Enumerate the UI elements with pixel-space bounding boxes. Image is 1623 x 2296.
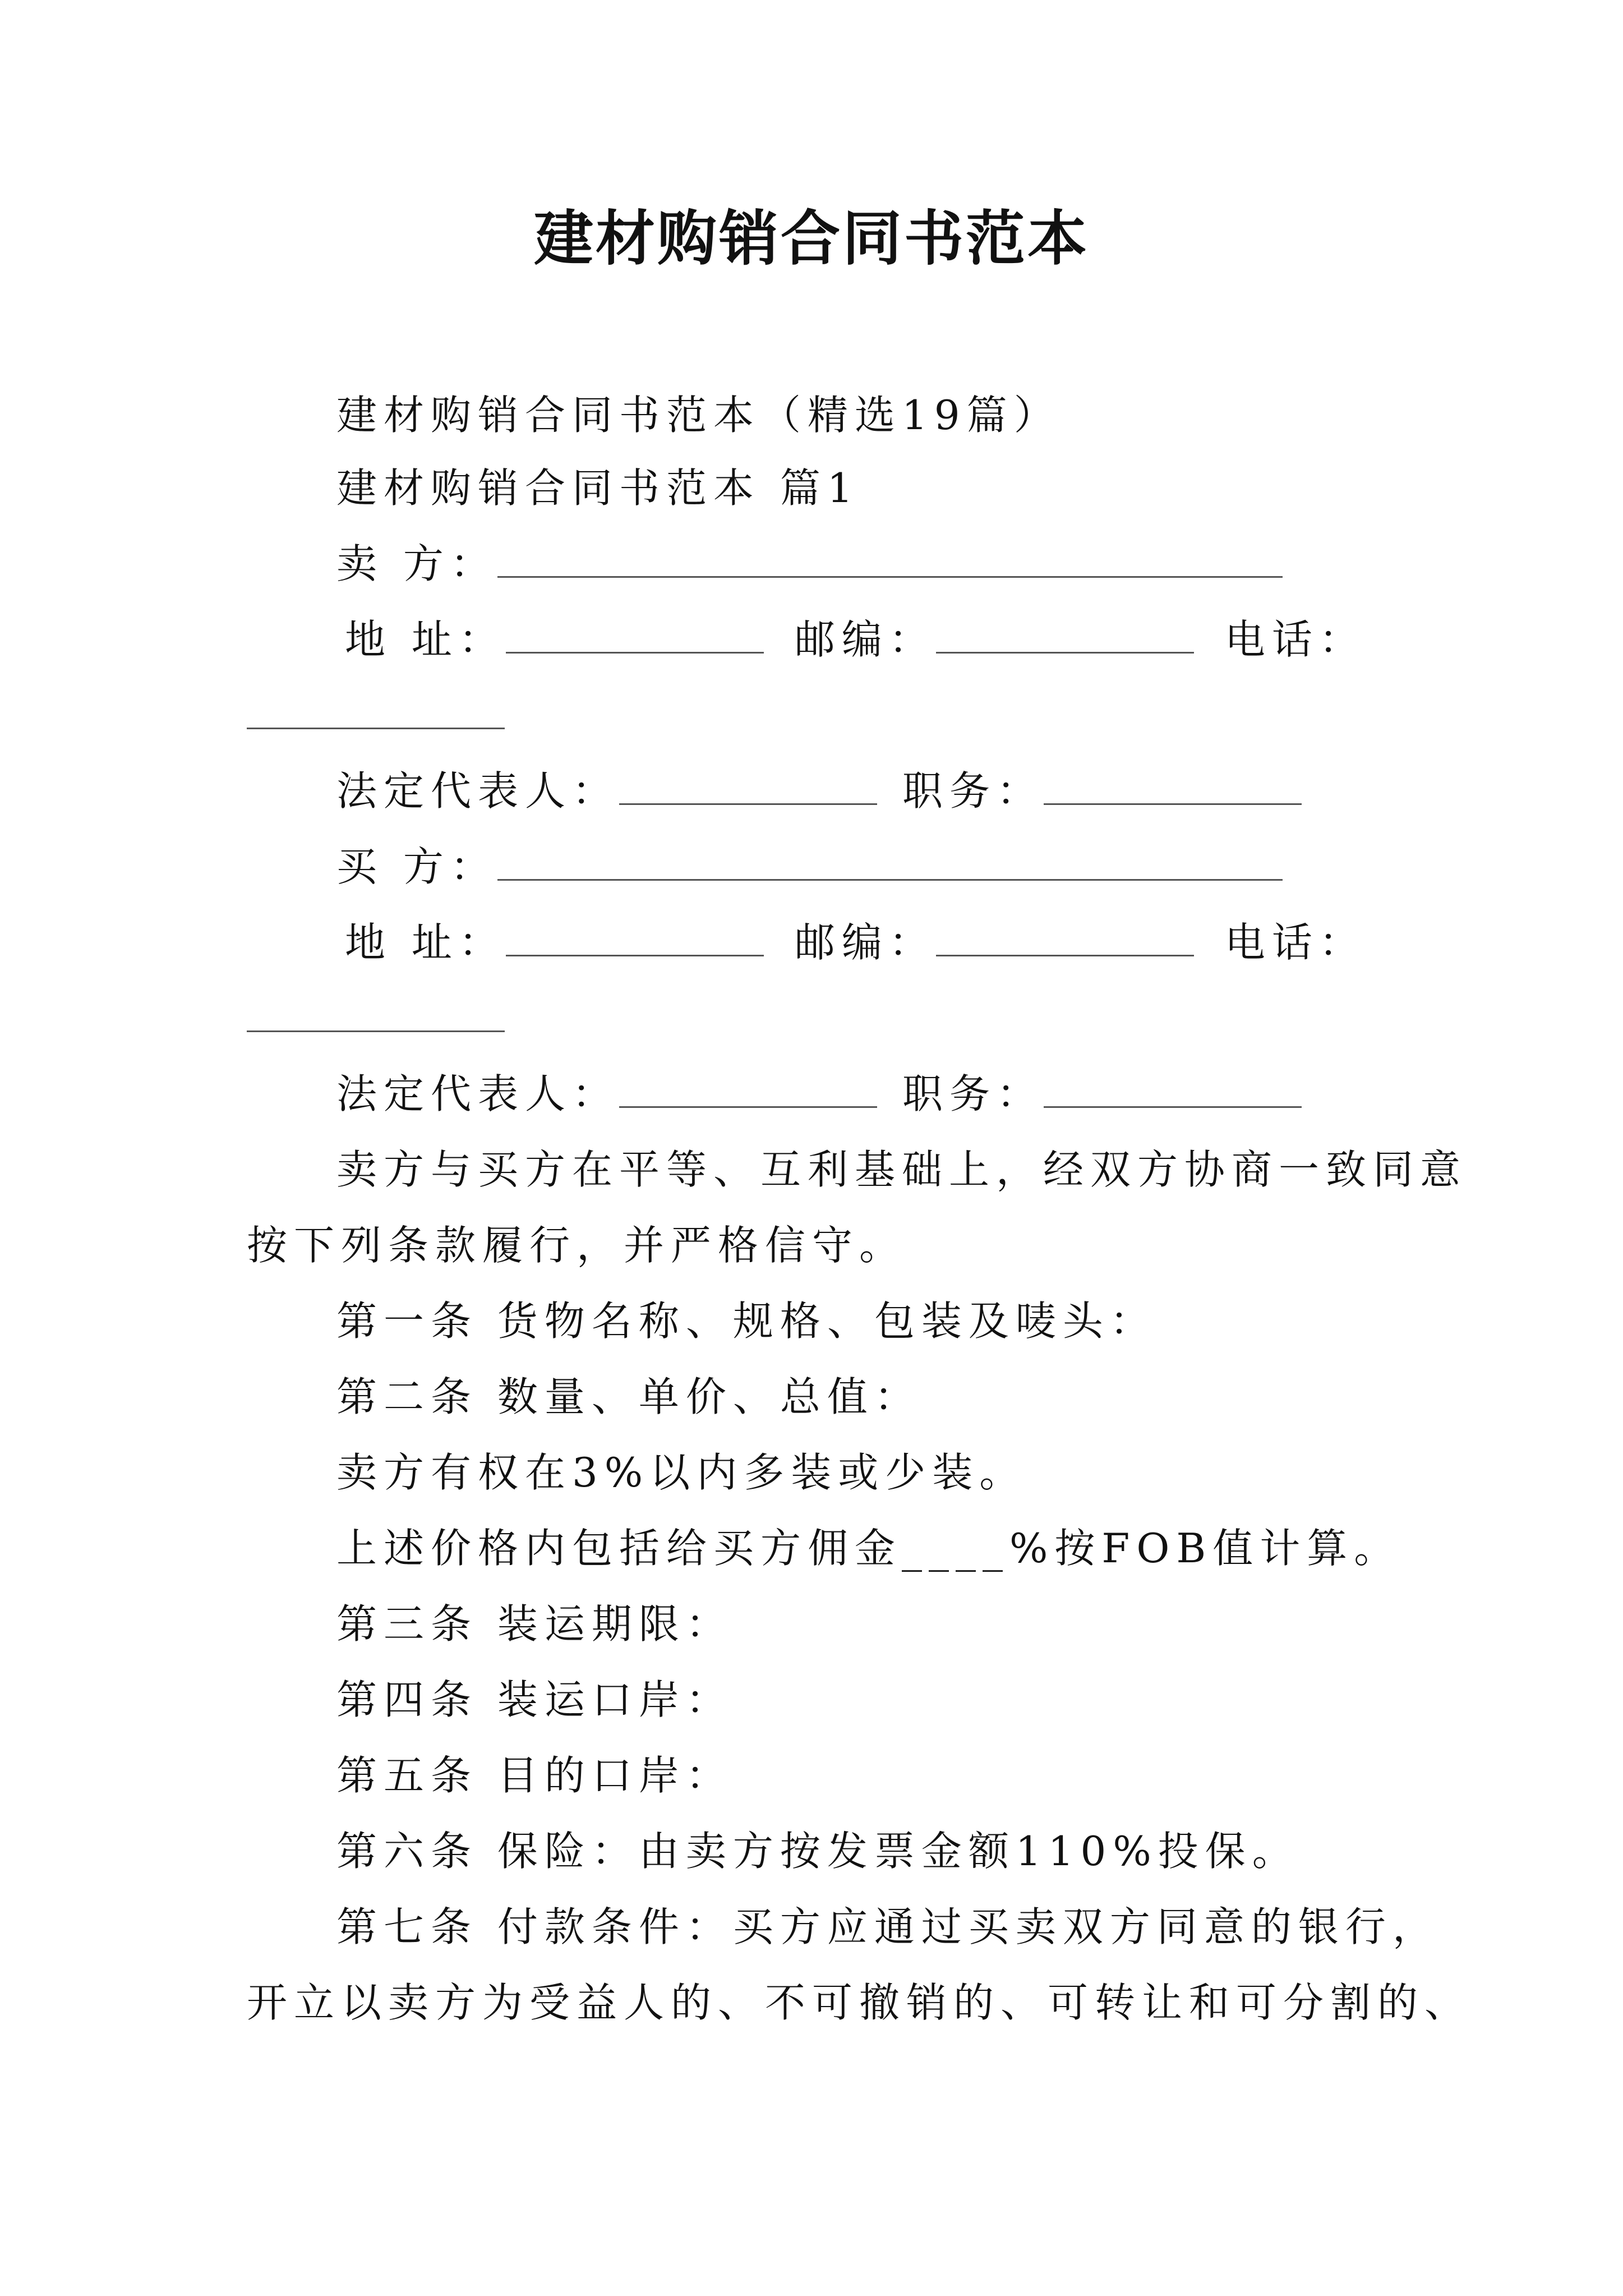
seller-address-label: 地 址： <box>345 616 506 663</box>
buyer-phone-field[interactable] <box>247 997 505 1032</box>
buyer-position-label: 职务： <box>902 1070 1044 1117</box>
seller-row <box>336 536 1283 592</box>
seller-name-field[interactable] <box>497 542 1283 578</box>
clause-1: 第一条 货物名称、规格、包装及唛头： <box>336 1297 1157 1345</box>
seller-position-field[interactable] <box>1044 770 1302 805</box>
clause-6: 第六条 保险：由卖方按发票金额110%投保。 <box>336 1828 1299 1875</box>
buyer-address-label: 地 址： <box>345 919 506 966</box>
clause-7: 第七条 付款条件：买方应通过买卖双方同意的银行， <box>336 1903 1440 1950</box>
buyer-postcode-label: 邮编： <box>794 919 936 966</box>
buyer-phone-row <box>247 990 505 1046</box>
seller-phone-field[interactable] <box>247 694 505 729</box>
intro-line-1: 卖方与买方在平等、互利基础上，经双方协商一致同意 <box>336 1146 1468 1193</box>
buyer-name-field[interactable] <box>497 845 1283 881</box>
buyer-address-row <box>345 914 1366 970</box>
seller-label: 卖 方： <box>336 540 497 587</box>
clause-7-continued: 开立以卖方为受益人的、不可撤销的、可转让和可分割的、 <box>247 1979 1472 2026</box>
seller-address-field[interactable] <box>506 618 764 654</box>
clause-5: 第五条 目的口岸： <box>336 1752 733 1799</box>
seller-phone-label: 电话： <box>1224 616 1366 663</box>
buyer-rep-label: 法定代表人： <box>336 1070 620 1117</box>
seller-address-row <box>345 611 1366 668</box>
buyer-rep-row <box>336 1066 1302 1122</box>
document-subtitle: 建材购销合同书范本（精选19篇） <box>336 392 1061 439</box>
seller-postcode-field[interactable] <box>936 618 1194 654</box>
seller-rep-row <box>336 763 1302 819</box>
clause-2-note-tolerance: 卖方有权在3%以内多装或少装。 <box>336 1449 1027 1496</box>
section-heading: 建材购销合同书范本 篇1 <box>336 464 860 512</box>
buyer-rep-field[interactable] <box>619 1073 877 1108</box>
intro-line-2: 按下列条款履行，并严格信守。 <box>247 1222 907 1269</box>
seller-rep-field[interactable] <box>619 770 877 805</box>
buyer-row <box>336 839 1283 895</box>
buyer-phone-label: 电话： <box>1224 919 1366 966</box>
seller-rep-label: 法定代表人： <box>336 767 620 815</box>
buyer-position-field[interactable] <box>1044 1073 1302 1108</box>
seller-position-label: 职务： <box>902 767 1044 815</box>
seller-postcode-label: 邮编： <box>794 616 936 663</box>
clause-3: 第三条 装运期限： <box>336 1600 733 1648</box>
buyer-address-field[interactable] <box>506 921 764 956</box>
clause-2: 第二条 数量、单价、总值： <box>336 1373 921 1420</box>
buyer-postcode-field[interactable] <box>936 921 1194 956</box>
buyer-label: 买 方： <box>336 843 497 890</box>
clause-4: 第四条 装运口岸： <box>336 1676 733 1723</box>
document-title: 建材购销合同书范本 <box>534 203 1089 273</box>
clause-2-note-commission: 上述价格内包括给买方佣金____%按FOB值计算。 <box>336 1525 1401 1572</box>
seller-phone-row <box>247 687 505 743</box>
